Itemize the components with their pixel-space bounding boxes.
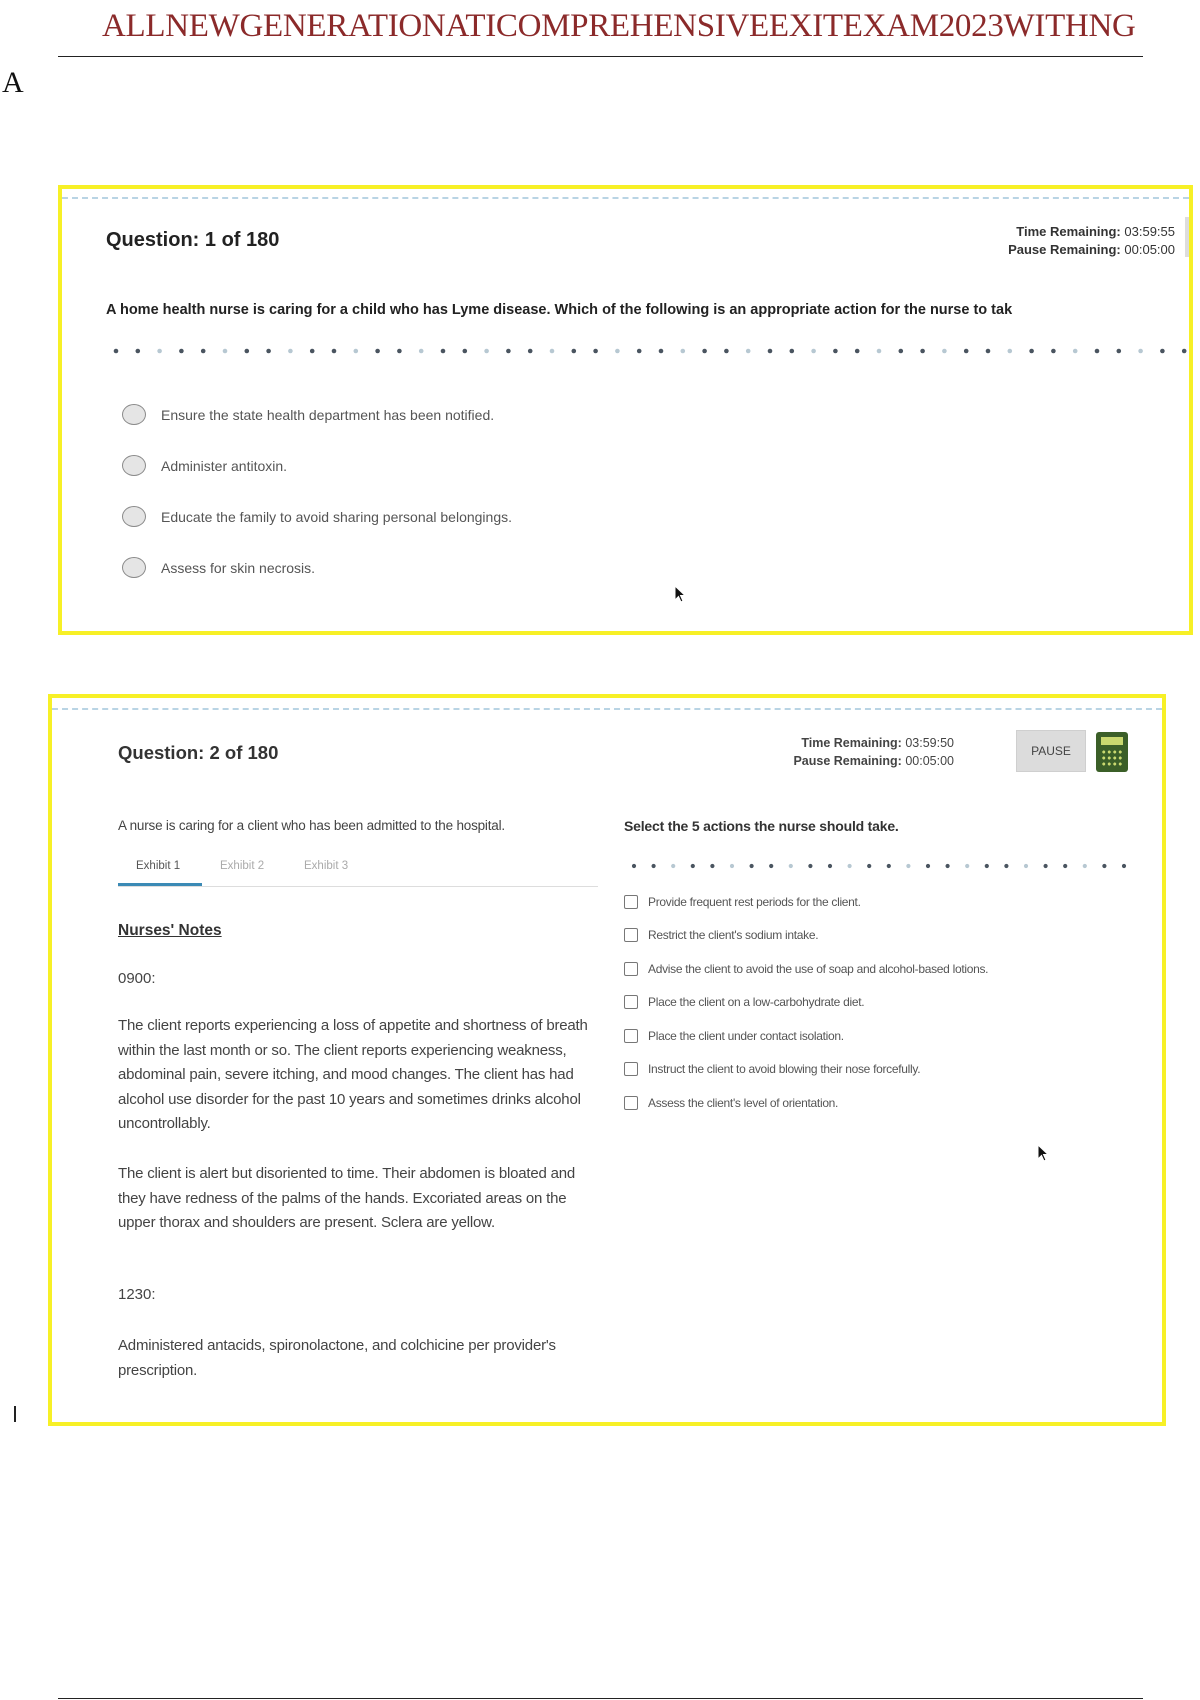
- pause-button[interactable]: PAUSE: [1016, 730, 1086, 772]
- radio-button[interactable]: [122, 557, 146, 578]
- note-paragraph: Administered antacids, spironolactone, and colchicine per provider's prescription.: [118, 1337, 556, 1379]
- divider-dot: [848, 864, 852, 868]
- timer-block: [752, 734, 954, 770]
- divider-dot: [484, 349, 489, 354]
- top-dashed-rule: [62, 197, 1189, 199]
- calculator-screen: [1101, 737, 1123, 745]
- divider-dot: [201, 349, 206, 354]
- note-time-1230: 1230:: [118, 1286, 156, 1303]
- action-label: Restrict the client's sodium intake.: [648, 928, 819, 943]
- divider-dot: [750, 864, 754, 868]
- divider-dot: [1063, 864, 1067, 868]
- footer-rule: [58, 1698, 1143, 1699]
- question-2-screenshot: [48, 694, 1166, 1426]
- answer-label: Administer antitoxin.: [161, 457, 288, 474]
- tab-exhibit-3[interactable]: Exhibit 3: [304, 860, 349, 872]
- time-remaining-value: 03:59:55: [1124, 224, 1175, 239]
- mouse-cursor-icon: [1037, 1144, 1051, 1164]
- divider-dot: [397, 349, 402, 354]
- divider-dot: [506, 349, 511, 354]
- scroll-edge: [1185, 217, 1189, 257]
- calculator-keys: [1101, 749, 1123, 767]
- divider-dot: [550, 349, 555, 354]
- divider-dot: [730, 864, 734, 868]
- radio-button[interactable]: [122, 455, 146, 476]
- active-tab-indicator: [118, 883, 202, 886]
- action-option[interactable]: [624, 952, 988, 986]
- action-option[interactable]: [624, 1086, 988, 1120]
- divider-dot: [266, 349, 271, 354]
- note-time-0900: 0900:: [118, 970, 156, 987]
- page-letter: A: [2, 66, 24, 99]
- question-counter: Question: 2 of 180: [118, 742, 279, 763]
- note-paragraph: The client reports experiencing a loss of appetite and shortness of breath within the last month or so. The client reports experiencing weakness, abdominal pain, severe itching, and mood changes. The client has had alcohol use disorder for the past 10 years and sometimes drinks alcohol uncontrollably.: [118, 1017, 588, 1132]
- divider-dot: [615, 349, 620, 354]
- divider-dot: [768, 349, 773, 354]
- mouse-cursor-icon: [674, 585, 688, 605]
- divider-dot: [1073, 349, 1078, 354]
- divider-dot: [1122, 864, 1126, 868]
- divider-dot: [463, 349, 468, 354]
- checkbox[interactable]: [624, 1062, 638, 1076]
- divider-dot: [877, 349, 882, 354]
- question-counter: Question: 1 of 180: [106, 229, 280, 251]
- document-header: ALLNEWGENERATIONATICOMPREHENSIVEEXITEXAM2023WITHNG: [102, 8, 1136, 44]
- divider-dot: [986, 349, 991, 354]
- divider-dot: [746, 349, 751, 354]
- divider-dot: [1102, 864, 1106, 868]
- divider-dot: [1182, 349, 1187, 354]
- divider-dot: [354, 349, 359, 354]
- action-option[interactable]: [624, 986, 988, 1020]
- answer-label: Assess for skin necrosis.: [161, 559, 316, 576]
- radio-button[interactable]: [122, 506, 146, 527]
- divider-dot: [1044, 864, 1048, 868]
- divider-dot: [1117, 349, 1122, 354]
- divider-dot: [223, 349, 228, 354]
- answer-label: Ensure the state health department has been notified.: [161, 406, 495, 423]
- divider-dot: [245, 349, 250, 354]
- answer-option[interactable]: [122, 542, 512, 593]
- divider-dot: [906, 864, 910, 868]
- answer-option[interactable]: [122, 389, 512, 440]
- divider-dot: [985, 864, 989, 868]
- divider-dot: [637, 349, 642, 354]
- tab-exhibit-1[interactable]: Exhibit 1: [136, 860, 181, 872]
- time-remaining-value: 03:59:50: [905, 736, 954, 750]
- divider-dot: [887, 864, 891, 868]
- divider-dot: [419, 349, 424, 354]
- answer-label: Educate the family to avoid sharing personal belongings.: [161, 508, 512, 525]
- divider-dot: [1029, 349, 1034, 354]
- divider-dot: [136, 349, 141, 354]
- header-rule: [58, 56, 1143, 57]
- answer-option[interactable]: [122, 440, 512, 491]
- question-stem: A home health nurse is caring for a child who has Lyme disease. Which of the following is an appropriate action for the nurse to tak: [106, 302, 1013, 318]
- divider-dot: [946, 864, 950, 868]
- dotted-divider: [112, 347, 1192, 355]
- pause-remaining-label: Pause Remaining:: [793, 754, 902, 768]
- divider-dot: [828, 864, 832, 868]
- action-option[interactable]: [624, 885, 988, 919]
- action-label: Advise the client to avoid the use of soap and alcohol-based lotions.: [648, 961, 989, 976]
- action-option[interactable]: [624, 919, 988, 953]
- divider-dot: [790, 349, 795, 354]
- action-option[interactable]: [624, 1019, 988, 1053]
- divider-dot: [288, 349, 293, 354]
- note-paragraph: The client is alert but disoriented to time. Their abdomen is bloated and they have redness of the palms of the hands. Excoriated areas on the upper thorax and shoulders are present. Sclera are yellow.: [118, 1165, 576, 1231]
- exhibit-tabs: [118, 856, 598, 887]
- divider-dot: [1160, 349, 1165, 354]
- answer-option[interactable]: [122, 491, 512, 542]
- divider-dot: [310, 349, 315, 354]
- divider-dot: [157, 349, 162, 354]
- divider-dot: [1095, 349, 1100, 354]
- divider-dot: [114, 349, 119, 354]
- calculator-icon[interactable]: [1096, 732, 1128, 772]
- divider-dot: [671, 864, 675, 868]
- answer-options: [122, 389, 512, 593]
- divider-dot: [691, 864, 695, 868]
- divider-dot: [1138, 349, 1143, 354]
- action-label: Instruct the client to avoid blowing their nose forcefully.: [648, 1062, 921, 1077]
- divider-dot: [920, 349, 925, 354]
- divider-dot: [710, 864, 714, 868]
- divider-dot: [1008, 349, 1013, 354]
- divider-dot: [1051, 349, 1056, 354]
- action-option[interactable]: [624, 1053, 988, 1087]
- divider-dot: [724, 349, 729, 354]
- pause-remaining-value: 00:05:00: [905, 754, 954, 768]
- divider-dot: [593, 349, 598, 354]
- action-label: Assess the client's level of orientation.: [648, 1095, 839, 1110]
- timer-block: [1008, 223, 1175, 259]
- divider-dot: [332, 349, 337, 354]
- divider-dot: [1024, 864, 1028, 868]
- select-instruction: Select the 5 actions the nurse should take.: [624, 818, 899, 834]
- checkbox[interactable]: [624, 995, 638, 1009]
- divider-dot: [1004, 864, 1008, 868]
- divider-dot: [702, 349, 707, 354]
- scenario-text: A nurse is caring for a client who has been admitted to the hospital.: [118, 818, 505, 833]
- action-label: Place the client under contact isolation.: [648, 1028, 844, 1043]
- divider-dot: [855, 349, 860, 354]
- divider-dot: [769, 864, 773, 868]
- radio-button[interactable]: [122, 404, 146, 425]
- checkbox[interactable]: [624, 1029, 638, 1043]
- checkbox[interactable]: [624, 1096, 638, 1110]
- top-dashed-rule: [52, 708, 1162, 710]
- divider-dot: [789, 864, 793, 868]
- divider-dot: [375, 349, 380, 354]
- checkbox[interactable]: [624, 962, 638, 976]
- margin-mark: [14, 1406, 16, 1422]
- divider-dot: [965, 864, 969, 868]
- action-options: [624, 885, 988, 1120]
- divider-dot: [899, 349, 904, 354]
- divider-dot: [811, 349, 816, 354]
- pause-remaining-value: 00:05:00: [1124, 242, 1175, 257]
- divider-dot: [179, 349, 184, 354]
- divider-dot: [867, 864, 871, 868]
- divider-dot: [528, 349, 533, 354]
- divider-dot: [572, 349, 577, 354]
- divider-dot: [964, 349, 969, 354]
- divider-dot: [659, 349, 664, 354]
- divider-dot: [833, 349, 838, 354]
- time-remaining-label: Time Remaining:: [1016, 224, 1121, 239]
- tab-exhibit-2[interactable]: Exhibit 2: [220, 860, 265, 872]
- divider-dot: [1083, 864, 1087, 868]
- dotted-divider: [630, 862, 1130, 870]
- divider-dot: [681, 349, 686, 354]
- divider-dot: [808, 864, 812, 868]
- action-label: Place the client on a low-carbohydrate diet.: [648, 995, 865, 1010]
- action-label: Provide frequent rest periods for the client.: [648, 894, 861, 909]
- pause-remaining-label: Pause Remaining:: [1008, 242, 1121, 257]
- checkbox[interactable]: [624, 928, 638, 942]
- time-remaining-label: Time Remaining:: [801, 736, 902, 750]
- question-1-screenshot: [58, 185, 1193, 635]
- divider-dot: [942, 349, 947, 354]
- divider-dot: [926, 864, 930, 868]
- divider-dot: [632, 864, 636, 868]
- divider-dot: [441, 349, 446, 354]
- checkbox[interactable]: [624, 895, 638, 909]
- divider-dot: [652, 864, 656, 868]
- nurses-notes-heading: Nurses' Notes: [118, 922, 222, 939]
